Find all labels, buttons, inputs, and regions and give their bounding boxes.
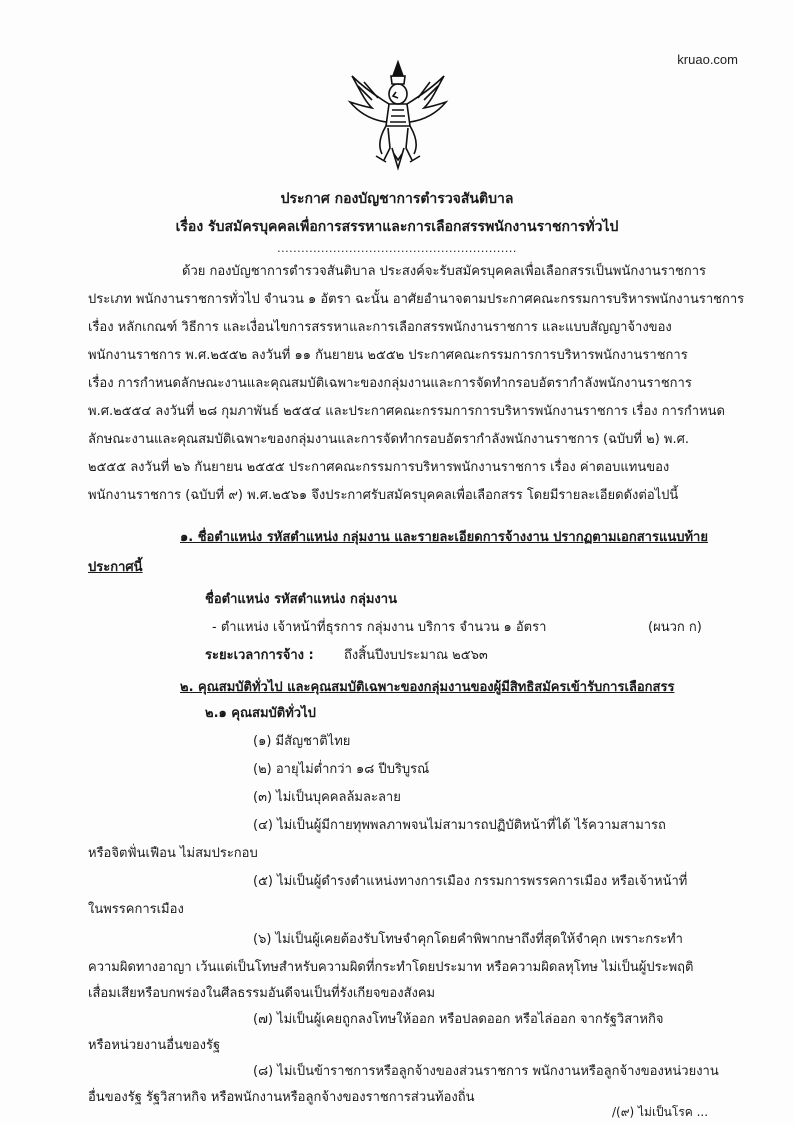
period-value: ถึงสิ้นปีงบประมาณ ๒๕๖๓ xyxy=(344,648,488,663)
section1-heading: ๑. ชื่อตำแหน่ง รหัสตำแหน่ง กลุ่มงาน และรายละเอียดการจ้างงาน ปรากฏตามเอกสารแนบท้าย xyxy=(180,530,708,545)
continuation-note: /(๙) ไม่เป็นโรค ... xyxy=(612,1105,709,1119)
watermark: kruao.com xyxy=(677,52,738,67)
announcement-title: ประกาศ กองบัญชาการตำรวจสันติบาล xyxy=(280,191,514,207)
divider: ............................................................ xyxy=(277,242,517,255)
qualification-item: (๔) ไม่เป็นผู้มีกายทุพพลภาพจนไม่สามารถปฏิบัติหน้าที่ได้ ไร้ความสามารถ xyxy=(253,818,666,833)
qualification-item: (๖) ไม่เป็นผู้เคยต้องรับโทษจำคุกโดยคำพิพากษาถึงที่สุดให้จำคุก เพราะกระทำ xyxy=(253,932,683,947)
intro-line: พ.ศ.๒๕๕๔ ลงวันที่ ๒๘ กุมภาพันธ์ ๒๕๕๔ และประกาศคณะกรรมการการบริหารพนักงานราชการ เรื่อง การกำหนด xyxy=(88,404,725,419)
intro-line: ๒๕๕๕ ลงวันที่ ๒๖ กันยายน ๒๕๕๕ ประกาศคณะกรรมการบริหารพนักงานราชการ เรื่อง ค่าตอบแทนของ xyxy=(88,460,670,475)
qualification-item: (๑) มีสัญชาติไทย xyxy=(253,734,351,749)
qualification-item-cont: หรือจิตฟั่นเฟือน ไม่สมประกอบ xyxy=(88,846,258,861)
qualification-item: (๘) ไม่เป็นข้าราชการหรือลูกจ้างของส่วนราชการ พนักงานหรือลูกจ้างของหน่วยงาน xyxy=(253,1064,719,1079)
qualification-item: (๓) ไม่เป็นบุคคลล้มละลาย xyxy=(253,790,401,805)
qualification-item-cont: ความผิดทางอาญา เว้นแต่เป็นโทษสำหรับความผิดที่กระทำโดยประมาท หรือความผิดลหุโทษ ไม่เป็นผู้ประพฤติ xyxy=(88,960,694,975)
intro-line: พนักงานราชการ พ.ศ.๒๕๕๒ ลงวันที่ ๑๑ กันยายน ๒๕๕๒ ประกาศคณะกรรมการการบริหารพนักงานราชการ xyxy=(88,348,688,363)
qualification-item-cont: อื่นของรัฐ รัฐวิสาหกิจ หรือพนักงานหรือลูกจ้างของราชการส่วนท้องถิ่น xyxy=(88,1090,475,1105)
qualification-item: (๗) ไม่เป็นผู้เคยถูกลงโทษให้ออก หรือปลดออก หรือไล่ออก จากรัฐวิสาหกิจ xyxy=(253,1012,664,1027)
qualification-item-cont: ในพรรคการเมือง xyxy=(88,902,184,917)
position-item: - ตำแหน่ง เจ้าหน้าที่ธุรการ กลุ่มงาน บริการ จำนวน ๑ อัตรา xyxy=(212,620,547,635)
position-subheading: ชื่อตำแหน่ง รหัสตำแหน่ง กลุ่มงาน xyxy=(205,592,397,607)
announcement-subject: เรื่อง รับสมัครบุคคลเพื่อการสรรหาและการเลือกสรรพนักงานราชการทั่วไป xyxy=(175,219,619,235)
intro-line: พนักงานราชการ (ฉบับที่ ๙) พ.ศ.๒๕๖๑ จึงประกาศรับสมัครบุคคลเพื่อเลือกสรร โดยมีรายละเอียดดังต่อไปนี้ xyxy=(88,488,679,503)
intro-line: เรื่อง การกำหนดลักษณะงานและคุณสมบัติเฉพาะของกลุ่มงานและการจัดทำกรอบอัตรากำลังพนักงานราชการ xyxy=(88,376,692,391)
annex-label: (ผนวก ก) xyxy=(648,620,702,635)
section1-heading-cont: ประกาศนี้ xyxy=(88,560,143,575)
intro-line: เรื่อง หลักเกณฑ์ วิธีการ และเงื่อนไขการสรรหาและการเลือกสรรพนักงานราชการ และแบบสัญญาจ้างของ xyxy=(88,320,672,335)
section2-heading: ๒. คุณสมบัติทั่วไป และคุณสมบัติเฉพาะของกลุ่มงานของผู้มีสิทธิสมัครเข้ารับการเลือกสรร xyxy=(180,680,675,695)
section2-subheading: ๒.๑ คุณสมบัติทั่วไป xyxy=(205,706,316,721)
intro-line: ประเภท พนักงานราชการทั่วไป จำนวน ๑ อัตรา ฉะนั้น อาศัยอำนาจตามประกาศคณะกรรมการบริหารพนักงานราชการ xyxy=(88,292,745,307)
garuda-emblem-icon xyxy=(346,56,450,176)
qualification-item: (๕) ไม่เป็นผู้ดำรงตำแหน่งทางการเมือง กรรมการพรรคการเมือง หรือเจ้าหน้าที่ xyxy=(253,874,688,889)
intro-line: ด้วย กองบัญชาการตำรวจสันติบาล ประสงค์จะรับสมัครบุคคลเพื่อเลือกสรรเป็นพนักงานราชการ xyxy=(182,264,707,279)
qualification-item-cont: เสื่อมเสียหรือบกพร่องในศีลธรรมอันดีจนเป็นที่รังเกียจของสังคม xyxy=(88,986,436,1001)
qualification-item: (๒) อายุไม่ต่ำกว่า ๑๘ ปีบริบูรณ์ xyxy=(253,762,430,777)
intro-line: ลักษณะงานและคุณสมบัติเฉพาะของกลุ่มงานและการจัดทำกรอบอัตรากำลังพนักงานราชการ (ฉบับที่ ๒) พ.ศ. xyxy=(88,432,689,447)
qualification-item-cont: หรือหน่วยงานอื่นของรัฐ xyxy=(88,1038,221,1053)
period-label: ระยะเวลาการจ้าง : xyxy=(205,648,314,663)
